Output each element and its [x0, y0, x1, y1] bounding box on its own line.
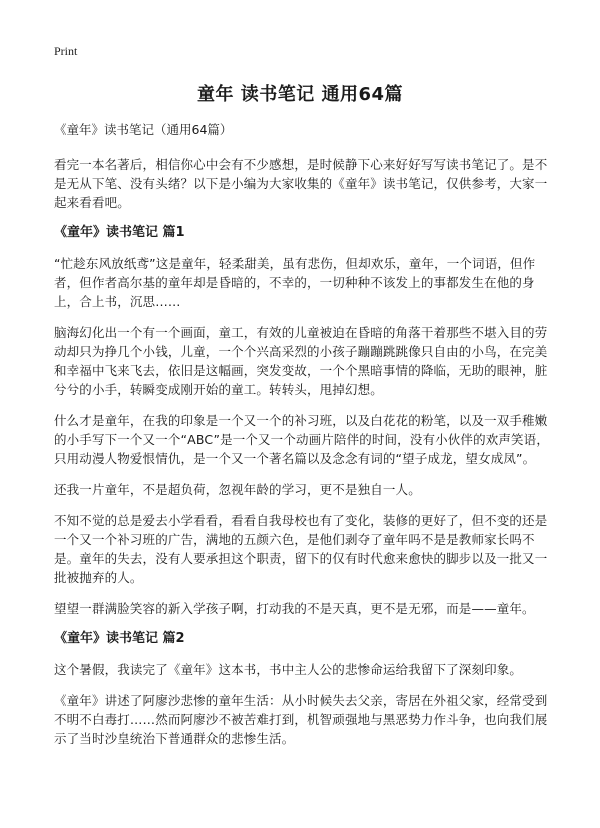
paragraph: 脑海幻化出一个有一个画面，童工，有效的儿童被迫在昏暗的角落干着那些不堪入目的劳动却只为挣几个小钱，儿童，一个个兴高采烈的小孩子蹦蹦跳跳像只自由的小鸟，在完美和幸福中飞来飞去，依旧是这幅画，突发变故，一个个黑暗事情的降临，无助的眼神，脏兮兮的小手，转瞬变成刚开始的童工。转转头，甩掉幻想。	[54, 325, 548, 397]
article-body	[54, 122, 552, 760]
paragraph: 这个暑假，我读完了《童年》这本书，书中主人公的悲惨命运给我留下了深刻印象。	[54, 662, 523, 677]
paragraph: 什么才是童年，在我的印象是一个又一个的补习班，以及白花花的粉笔，以及一双手稚嫩的小手写下一个又一个“ABC”是一个又一个动画片陪伴的时间，没有小伙伴的欢声笑语，只用动漫人物爱恨情仇，是一个又一个著名篇以及念念有词的“望子成龙，望女成凤”。	[54, 413, 549, 466]
paragraph: “忙趁东风放纸鸢”这是童年，轻柔甜美，虽有悲伤，但却欢乐，童年，一个词语，但作者，但作者高尔基的童年却是昏暗的，不幸的，一切种种不该发上的事都发生在他的身上，合上书，沉思……	[54, 256, 536, 309]
intro-paragraph: 看完一本名著后，相信你心中会有不少感想，是时候静下心来好好写写读书笔记了。是不是无从下笔、没有头绪？以下是小编为大家收集的《童年》读书笔记，仅供参考，大家一起来看看吧。	[54, 157, 548, 210]
section-heading: 《童年》读书笔记 篇1	[54, 225, 185, 240]
page-title: 童年 读书笔记 通用64篇	[196, 84, 404, 105]
section-heading: 《童年》读书笔记 篇2	[54, 631, 185, 646]
paragraph: 望望一群满脸笑容的新入学孩子啊，打动我的不是天真，更不是无邪，而是——童年。	[54, 601, 535, 616]
paragraph: 不知不觉的总是爱去小学看看，看看自我母校也有了变化，装修的更好了，但不变的还是一个又一个补习班的广告，满地的五颜六色，是他们剥夺了童年吗不是是教师家长吗不是。童年的失去，没有人要承担这个职责，留下的仅有时代愈来愈快的脚步以及一批又一批被抛弃的人。	[54, 513, 548, 585]
paragraph: 还我一片童年，不是超负荷，忽视年龄的学习，更不是独自一人。	[54, 482, 421, 497]
print-link[interactable]: Print	[54, 44, 78, 58]
article-subtitle: 《童年》读书笔记（通用64篇）	[54, 122, 233, 137]
paragraph: 《童年》讲述了阿廖沙悲惨的童年生活：从小时候失去父亲，寄居在外祖父家，经常受到不明不白毒打……然而阿廖沙不被苦难打到，机智顽强地与黑恶势力作斗争，也向我们展示了当时沙皇统治下普通群众的悲惨生活。	[54, 693, 548, 746]
